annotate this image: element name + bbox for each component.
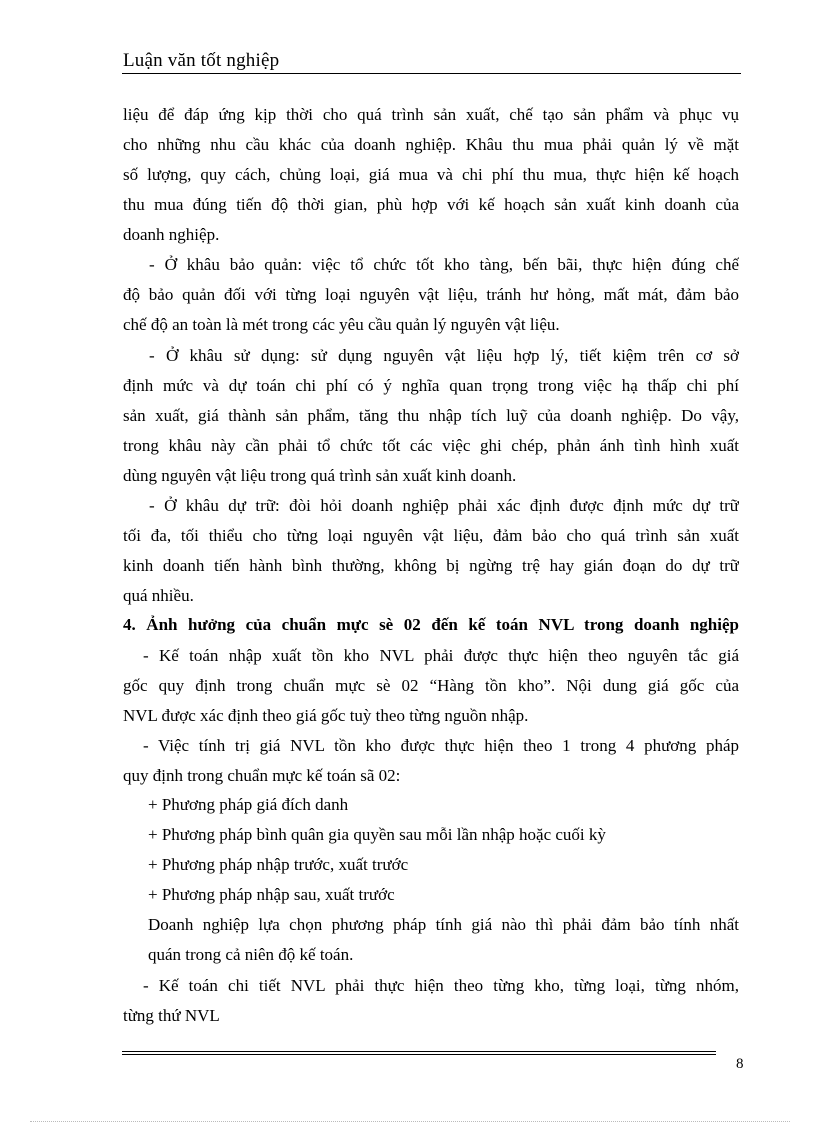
body-line: định mức và dự toán chi phí có ý nghĩa quan trọng trong việc hạ thấp chi phí — [123, 376, 739, 395]
bullet-line: - Ở khâu dự trữ: đòi hỏi doanh nghiệp phải xác định được định mức dự trữ — [149, 496, 739, 515]
body-line: quá nhiều. — [123, 586, 194, 605]
bullet-line: - Ở khâu bảo quản: việc tổ chức tốt kho tàng, bến bãi, thực hiện đúng chế — [149, 255, 739, 274]
body-line: dùng nguyên vật liệu trong quá trình sản xuất kinh doanh. — [123, 466, 517, 485]
body-line: tối đa, tối thiểu cho từng loại nguyên vật liệu, đảm bảo cho quá trình sản xuất — [123, 526, 739, 545]
header-rule — [122, 73, 741, 74]
body-line: doanh nghiệp. — [123, 225, 220, 244]
section-heading: 4. Ảnh hưởng của chuẩn mực sè 02 đến kế toán NVL trong doanh nghiệp — [123, 615, 739, 634]
list-item: + Phương pháp nhập sau, xuất trước — [148, 885, 395, 904]
bullet-line: - Việc tính trị giá NVL tồn kho được thực hiện theo 1 trong 4 phương pháp — [143, 736, 739, 755]
body-line: cho những nhu cầu khác của doanh nghiệp. Khâu thu mua phải quản lý về mặt — [123, 135, 739, 154]
body-line: số lượng, quy cách, chủng loại, giá mua và chi phí thu mua, thực hiện kế hoạch — [123, 165, 739, 184]
body-line: gốc quy định trong chuẩn mực sè 02 “Hàng tồn kho”. Nội dung giá gốc của — [123, 676, 739, 695]
body-line: trong khâu này cần phải tổ chức tốt các việc ghi chép, phản ánh tình hình xuất — [123, 436, 739, 455]
bullet-line: - Ở khâu sử dụng: sử dụng nguyên vật liệu hợp lý, tiết kiệm trên cơ sở — [149, 346, 739, 365]
list-item: + Phương pháp nhập trước, xuất trước — [148, 855, 409, 874]
body-line: quy định trong chuẩn mực kế toán sã 02: — [123, 766, 401, 785]
bullet-line: - Kế toán nhập xuất tồn kho NVL phải được thực hiện theo nguyên tắc giá — [143, 646, 739, 665]
page-number: 8 — [736, 1056, 744, 1072]
footer-rule — [122, 1054, 716, 1055]
list-item: + Phương pháp bình quân gia quyền sau mỗi lần nhập hoặc cuối kỳ — [148, 825, 606, 844]
body-line: sản xuất, giá thành sản phẩm, tăng thu nhập tích luỹ của doanh nghiệp. Do vậy, — [123, 406, 739, 425]
page-edge-divider — [30, 1121, 790, 1122]
body-line: kinh doanh tiến hành bình thường, không bị ngừng trệ hay gián đoạn do dự trữ — [123, 556, 739, 575]
body-line: Doanh nghiệp lựa chọn phương pháp tính giá nào thì phải đảm bảo tính nhất — [148, 915, 739, 934]
list-item: + Phương pháp giá đích danh — [148, 795, 349, 814]
body-line: liệu để đáp ứng kịp thời cho quá trình sản xuất, chế tạo sản phẩm và phục vụ — [123, 105, 739, 124]
body-line: quán trong cả niên độ kế toán. — [148, 945, 354, 964]
body-line: độ bảo quản đối với từng loại nguyên vật liệu, tránh hư hỏng, mất mát, đảm bảo — [123, 285, 739, 304]
body-line: chế độ an toàn là mét trong các yêu cầu quản lý nguyên vật liệu. — [123, 315, 560, 334]
bullet-line: - Kế toán chi tiết NVL phải thực hiện theo từng kho, từng loại, từng nhóm, — [143, 976, 739, 995]
body-line: thu mua đúng tiến độ thời gian, phù hợp với kế hoạch sản xuất kinh doanh của — [123, 195, 739, 214]
header-title: Luận văn tốt nghiệp — [123, 50, 280, 71]
body-line: từng thứ NVL — [123, 1006, 220, 1025]
body-line: NVL được xác định theo giá gốc tuỳ theo từng nguồn nhập. — [123, 706, 529, 725]
footer-rule — [122, 1051, 716, 1052]
